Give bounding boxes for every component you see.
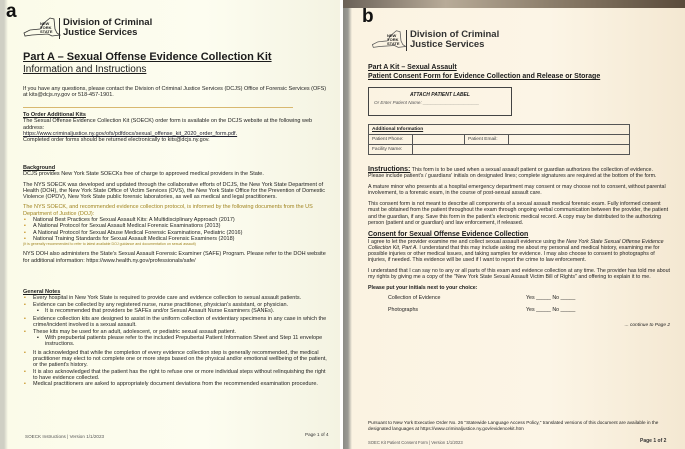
dcjs-logo (22, 15, 152, 41)
ny-state-wordmark: NEW YORK STATE (387, 33, 400, 46)
order-heading: To Order Additional Kits (23, 112, 86, 118)
dcjs-logo (369, 28, 499, 52)
patient-label-box[interactable] (368, 87, 512, 116)
divider (23, 107, 293, 108)
doj-intro: The NYS SOECK, and recommended evidence collection protocol, is informed by the following documents from the US Department of Justice (DOJ): (23, 204, 313, 217)
mature-minor-paragraph: A mature minor who presents at a hospital emergency department may consent or may choose not to consent, without parental involvement, to a forensic exam, in the course of post-sexual assault care. (368, 184, 666, 197)
form-title: Part A Kit – Sexual Assault (368, 64, 457, 71)
page-title: Part A – Sexual Offense Evidence Collection Kit (23, 51, 272, 63)
general-notes-section (23, 289, 331, 387)
consent-text: I agree to let the provider examine me and collect sexual assault evidence using the (368, 238, 567, 245)
facility-name-field[interactable] (413, 145, 630, 155)
choice-initials-field[interactable]: Yes _____ No _____ (526, 306, 576, 313)
footer-page-number: Page 1 of 2 (640, 438, 667, 444)
doj-note: (It is generally recommended to refer to latest available DOJ guidance and documentation on sexual assault) (23, 242, 196, 247)
agency-name-line1: Division of Criminal (63, 16, 153, 28)
choice-row-evidence (368, 295, 670, 301)
note-item: ▪ Every hospital in New York State is required to provide care and evidence collection to sexual assault patients. (23, 295, 331, 301)
form-body (368, 167, 670, 329)
background-p2: The NYS SOECK was developed and updated through the collaborative efforts of DCJS, the New York State Department of Health (DOH), the New York State Office of Victim Services (OVS), the New York State Office for the Prevention of Domestic Violence (OPDV), New York State public forensic laboratories, as well as medical and legal practitioners. (23, 181, 326, 201)
choice-label: Photographs (388, 306, 419, 313)
kit-name: New York State Sexual Offense Evidence Collection Kit, Part A. (368, 238, 664, 251)
background-p1: DCJS provides New York State SOECKs free of charge to approved medical providers in the State. (23, 171, 264, 178)
footer-version: SOECK Instructions | Version 1/1/2023 (25, 434, 105, 439)
consent-heading: Consent for Sexual Offense Evidence Collection (368, 230, 529, 238)
general-notes-list (23, 295, 331, 387)
patient-phone-field[interactable] (413, 135, 465, 145)
patient-name-field[interactable]: Or Enter Patient Name: ______________________ (374, 100, 480, 105)
patient-email-field[interactable] (509, 135, 630, 145)
note-subitem: ▪ It is recommended that providers be SAFEs and/or Sexual Assault Nurse Examiners (SANEs). (23, 308, 331, 314)
additional-info-table (368, 124, 630, 155)
footer-page-number: Page 1 of 4 (305, 432, 329, 437)
facility-name-label: Facility Name: (369, 145, 413, 155)
rights-paragraph: I understand that I can say no to any or all parts of this exam and evidence collection at any time. The provider has told me about my rights by giving me a copy of the "New York State Sexual Assault Victim Bill of Rights" and offering to explain it to me. (368, 268, 670, 281)
agency-name-line2: Justice Services (63, 27, 138, 38)
doj-document: ▪ National Best Practices for Sexual Assault Kits: A Multidisciplinary Approach (2017) (23, 217, 331, 223)
form-subtitle: Patient Consent Form for Evidence Collection and Release or Storage (368, 73, 601, 80)
order-form-link[interactable]: https://www.criminaljustice.ny.gov/ofs/pdfdocs/sexual_offense_kit_2020_order_form.pdf. (23, 130, 238, 137)
doj-document-list (23, 217, 331, 242)
doj-document: ▪ A National Protocol for Sexual Abuse Medical Forensic Examinations, Pediatric (2016) (23, 230, 331, 236)
background-section (23, 165, 331, 264)
agency-name-line2: Justice Services (410, 39, 485, 50)
instructions-heading: Instructions: (368, 166, 411, 173)
ny-state-wordmark: NEW YORK STATE (40, 21, 53, 34)
continue-note: ... continue to Page 2 (624, 322, 670, 328)
general-notes-heading: General Notes (23, 289, 61, 295)
background-heading: Background (23, 165, 56, 171)
order-section (23, 112, 328, 143)
safe-program-paragraph: NYS DOH also administers the State's Sexual Assault Forensic Examiner (SAFE) Program. Please refer to the DOH website for additional information: https://www.health.ny.gov/professionals/safe/ (23, 251, 326, 264)
note-item: ▪ Evidence can be collected by any registered nurse, nurse practitioner, physician's assistant, or physician. (23, 302, 331, 308)
panel-label: b (362, 6, 374, 27)
order-return-text: Completed order forms should be returned electronically to kits@dcjs.ny.gov. (23, 137, 210, 144)
note-item: ▪ Evidence collection kits are designed to assist in the uniform collection of evidentiary specimens in any case in which the crime/incident involved is a sexual assault. (23, 316, 331, 329)
photo-background-strip (343, 0, 685, 8)
note-item: ▪ These kits may be used for an adult, adolescent, or pediatric sexual assault patient. (23, 329, 331, 335)
choice-label: Collection of Evidence (388, 295, 441, 302)
consent-paragraph (368, 239, 670, 263)
consent-text: I understand that this may include asking me about my personal and medical history, examining me for possible injuries or other medical issues, and taking samples for evidence. I may also choose to consent to photographs of injuries, if needed. This evidence will be used if I want to report the crime to law enforcement. (368, 244, 660, 264)
choice-initials-field[interactable]: Yes _____ No _____ (526, 295, 576, 302)
note-item: ▪ Medical practitioners are asked to appropriately document deviations from the recommended examination procedure. (23, 381, 331, 387)
panel-a-instructions-page (0, 0, 340, 449)
panel-label: a (6, 1, 17, 22)
initials-prompt: Please put your initials next to your choice: (368, 285, 478, 292)
intro-paragraph: If you have any questions, please contact the Division of Criminal Justice Services (DCJS) Office of Forensic Services (OFS) at kits@dcjs.ny.gov or 518-457-1901. (23, 86, 327, 99)
note-subitem: ▪ With prepubertal patients please refer to the included Prepubertal Patient Information Sheet and Step 11 envelope instructions. (23, 335, 331, 348)
language-access-note: Pursuant to New York Executive Order No. 26 "Statewide Language Access Policy," translated versions of this document are available in the designated languages at https://www.criminaljustice.ny.gov/evidencekit.htm (368, 420, 659, 431)
patient-label-title: ATTACH PATIENT LABEL (410, 92, 470, 98)
note-item: ▪ It is acknowledged that while the completion of every evidence collection step is generally recommended, the medical practitioner may elect to not complete one or more steps based on the physical and/or emotional wellbeing of the patient, or the patient's history. (23, 350, 331, 369)
page-subtitle: Information and Instructions (23, 64, 147, 75)
instructions-text: This form is to be used when a sexual assault patient or guardian authorizes the collection of evidence. Please include patient's / guardians' initials on designated lines; complete signatures are required at the bottom of the form. (368, 167, 657, 180)
footer-version: SOEC Kit Patient Consent Form | Version 1/1/2023 (368, 440, 463, 445)
order-text: The Sexual Offense Evidence Collection Kit (SOECK) order form is available on the DCJS website at the following web address: (23, 118, 313, 131)
doj-document: ▪ National Training Standards for Sexual Assault Medical Forensic Examiners (2018) (23, 236, 331, 242)
consent-scope-paragraph: This consent form is not meant to describe all components of a sexual assault medical forensic exam. Fully informed consent must be obtained from the patient throughout the exam through ongoing verbal communication between the provider, the patient and the guardian, if any. Save this form in the patient's electronic medical record. A copy may be distributed to the authorizing person (patient and or guardian) and law enforcement, if released. (368, 201, 669, 226)
panel-b-consent-form-page (343, 0, 685, 449)
patient-phone-label: Patient Phone: (369, 135, 413, 145)
doj-document: ▪ A National Protocol for Sexual Assault Medical Forensic Examinations (2013) (23, 223, 331, 229)
note-item: ▪ It is also acknowledged that the patient has the right to refuse one or more individual steps without relinquishing the right to have evidence collected. (23, 369, 331, 382)
additional-info-header: Additional Information (369, 125, 630, 135)
agency-name-line1: Division of Criminal (410, 28, 500, 40)
patient-email-label: Patient Email: (465, 135, 509, 145)
choice-row-photographs (368, 307, 670, 313)
